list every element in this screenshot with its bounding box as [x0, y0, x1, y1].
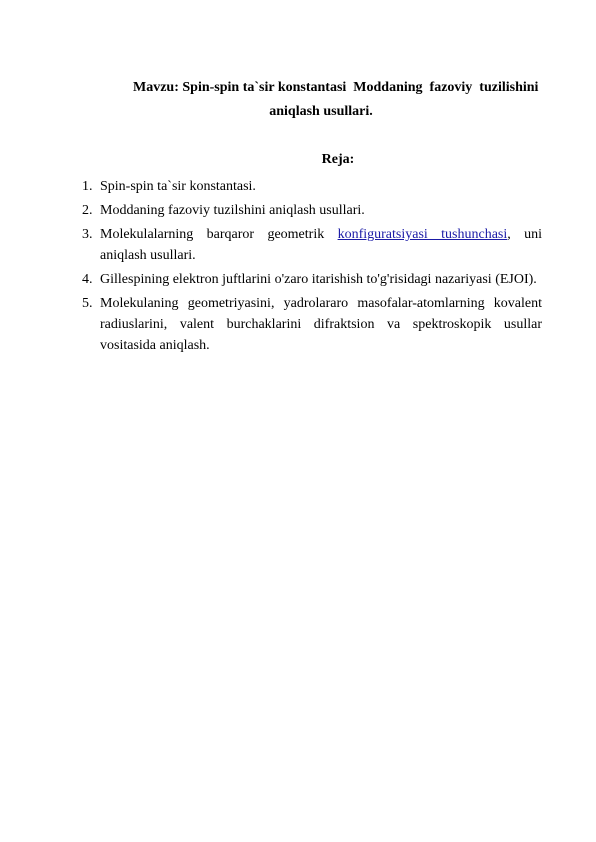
plan-item-text: Molekulaning geometriyasini, yadrolararo masofalar-atomlarning kovalent radiuslarini, valent burchaklarini difraktsion va spektroskopik usullar vositasida aniqlash. [100, 296, 542, 353]
plan-item-number: 5. [82, 296, 93, 311]
plan-item-text-before: Molekulalarning barqaror geometrik [100, 227, 338, 242]
plan-heading: Reja: [321, 152, 355, 167]
plan-item-2 [82, 200, 542, 221]
plan-item-number: 1. [82, 179, 93, 194]
plan-item-1 [82, 176, 542, 197]
plan-item-number: 2. [82, 203, 93, 218]
plan-item-3 [82, 224, 542, 266]
plan-list [82, 176, 542, 359]
plan-item-text: Moddaning fazoviy tuzilshini aniqlash usullari. [100, 203, 365, 218]
plan-item-number: 4. [82, 272, 93, 287]
plan-item-number: 3. [82, 227, 93, 242]
plan-item-text: Spin-spin ta`sir konstantasi. [100, 179, 256, 194]
plan-item-4 [82, 269, 542, 290]
plan-item-text-after: , uni aniqlash usullari. [100, 227, 543, 263]
plan-item-text: Gillespining elektron juftlarini o'zaro itarishish to'g'risidagi nazariyasi (EJOI). [100, 272, 537, 287]
document-title-line-1: Mavzu: Spin-spin ta`sir konstantasi Moddaning fazoviy tuzilishini [133, 80, 539, 95]
configuration-concept-link[interactable]: konfiguratsiyasi tushunchasi [337, 227, 508, 242]
plan-item-5 [82, 293, 542, 356]
document-title-line-2: aniqlash usullari. [269, 104, 373, 119]
